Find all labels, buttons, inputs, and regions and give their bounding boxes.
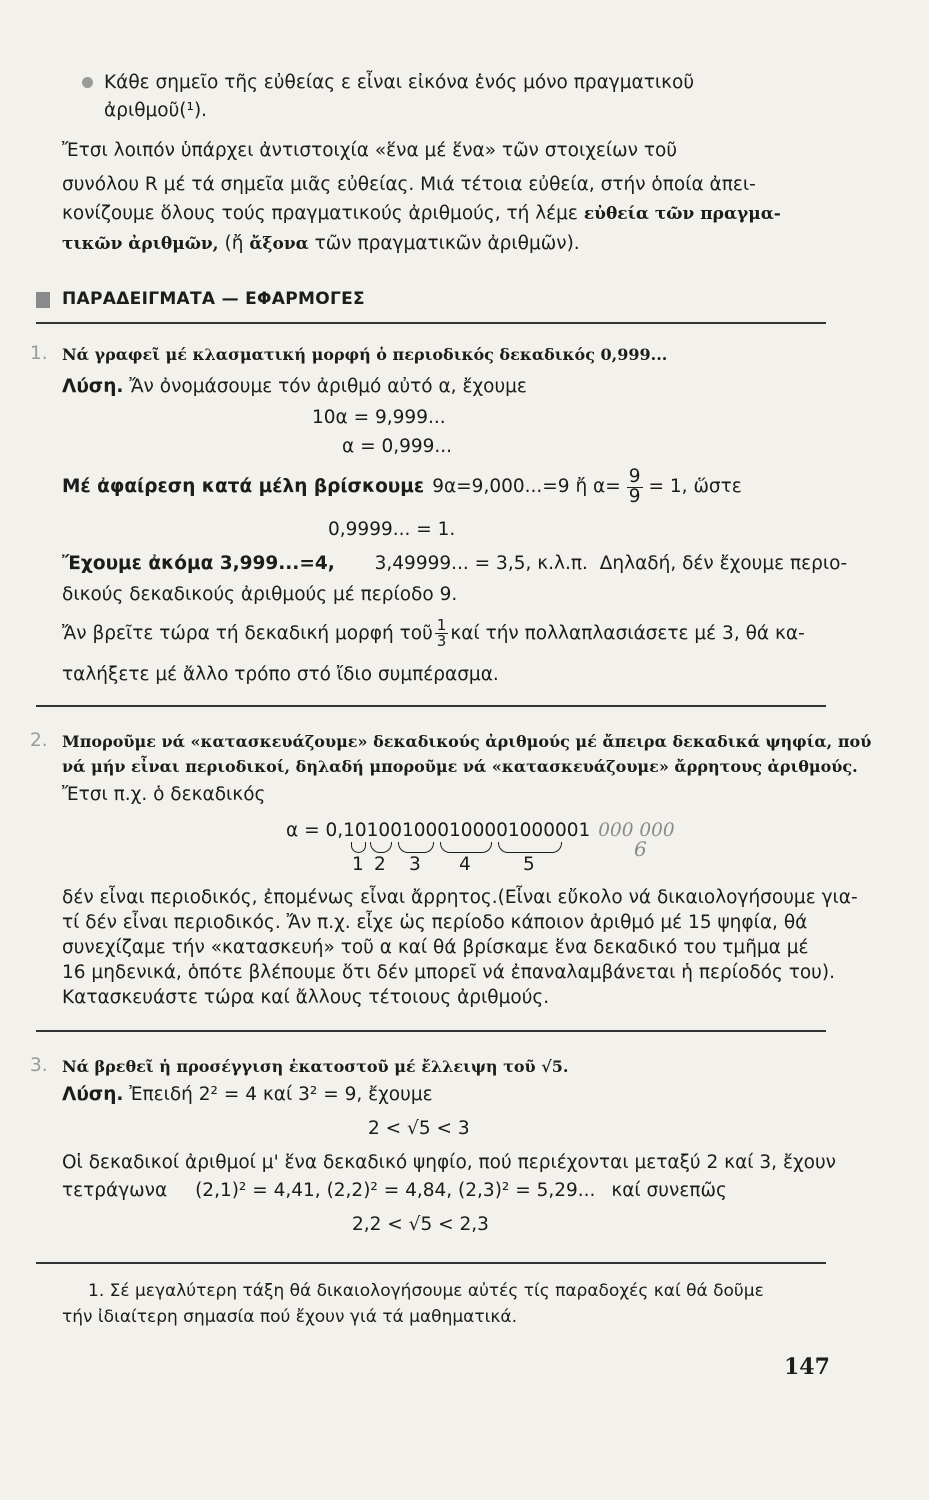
- bullet-line-2: ἀριθμοῦ(¹).: [104, 100, 208, 121]
- brace-label: 1: [352, 854, 364, 875]
- section-square-icon: [36, 292, 50, 308]
- inequality-1: 2 < √5 < 3: [368, 1118, 470, 1139]
- equation-10a: 10α = 9,999...: [312, 407, 446, 428]
- find-line-2: ταλήξετε μέ ἄλλο τρόπο στό ἴδιο συμπέρασμα.: [62, 664, 499, 685]
- example-2-line-5: Κατασκευάστε τώρα καί ἄλλους τέτοιους ἀριθμούς.: [62, 987, 550, 1008]
- brace-label: 5: [523, 854, 535, 875]
- alpha-decimal: α = 0,101001000100001000001: [286, 820, 591, 841]
- intro-term-bold-2: τικῶν ἀριθμῶν,: [62, 234, 219, 254]
- example-3-solution: [62, 1082, 433, 1108]
- find-end: καί τήν πολλαπλασιάσετε μέ 3, θά κα-: [450, 622, 805, 644]
- fraction-numerator: 1: [436, 616, 447, 634]
- example-number: 1.: [30, 343, 48, 364]
- fraction-9-9: [627, 468, 643, 506]
- subtraction-text: 9α=9,000...=9 ἤ α=: [432, 476, 621, 497]
- inequality-2: 2,2 < √5 < 2,3: [352, 1214, 489, 1235]
- example-2-intro: Ἔτσι π.χ. ὁ δεκαδικός: [62, 784, 266, 805]
- example-3-line-1: Οἱ δεκαδικοί ἀριθμοί μ' ἕνα δεκαδικό ψηφίο, πού περιέχονται μεταξύ 2 καί 3, ἔχουν: [62, 1152, 836, 1173]
- intro-axis-bold: ἄξονα: [249, 234, 309, 254]
- bullet-line-1: Κάθε σημεῖο τῆς εὐθείας ε εἶναι εἰκόνα ἑνός μόνο πραγματικοῦ: [104, 72, 695, 93]
- squares-end: καί συνεπῶς: [611, 1180, 727, 1201]
- solution-text: Ἄν ὀνομάσουμε τόν ἀριθμό αὐτό α, ἔχουμε: [129, 376, 527, 397]
- subtraction-end: = 1, ὥστε: [648, 476, 742, 497]
- bullet-icon: [82, 77, 93, 88]
- intro-line-4-text: (ἤ: [224, 233, 244, 254]
- fraction-1-3: [435, 618, 449, 649]
- section-heading: ΠΑΡΑΔΕΙΓΜΑΤΑ — ΕΦΑΡΜΟΓΕΣ: [62, 289, 365, 309]
- also-bold: Ἔχουμε ἀκόμα 3,999...=4,: [62, 553, 335, 574]
- subtraction-bold: Μέ ἀφαίρεση κατά μέλη βρίσκουμε: [62, 476, 425, 497]
- example-2-line-3: συνεχίζαμε τήν «κατασκευή» τοῦ α καί θά βρίσκαμε ἕνα δεκαδικό του τμῆμα μέ: [62, 937, 809, 958]
- example-2-title-2: νά μήν εἶναι περιοδικοί, δηλαδή μποροῦμε νά «κατασκευάζουμε» ἄρρητους ἀριθμούς.: [62, 757, 858, 776]
- intro-term-bold: εὐθεία τῶν πραγμα-: [583, 204, 781, 224]
- example-2-title-1: Μποροῦμε νά «κατασκευάζουμε» δεκαδικούς ἀριθμούς μέ ἄπειρα δεκαδικά ψηφία, πού: [62, 732, 872, 751]
- also-line-2: δικούς δεκαδικούς ἀριθμούς μέ περίοδο 9.: [62, 584, 458, 605]
- squares-values: (2,1)² = 4,41, (2,2)² = 4,84, (2,3)² = 5,29...: [195, 1180, 596, 1201]
- fraction-denominator: 3: [436, 632, 447, 650]
- divider: [36, 1262, 826, 1264]
- intro-line-2: συνόλου R μέ τά σημεῖα μιᾶς εὐθείας. Μιά τέτοια εὐθεία, στήν ὁποία ἀπει-: [62, 174, 756, 195]
- also-end: Δηλαδή, δέν ἔχουμε περιο-: [599, 553, 848, 574]
- fraction-numerator: 9: [628, 466, 641, 487]
- example-1-solution: [62, 374, 527, 400]
- handwritten-zeros: 000 000: [598, 820, 675, 841]
- find-line: [62, 618, 805, 649]
- find-start: Ἄν βρεῖτε τώρα τή δεκαδική μορφή τοῦ: [62, 622, 433, 644]
- example-3-title: Νά βρεθεῖ ἡ προσέγγιση ἑκατοστοῦ μέ ἔλλειψη τοῦ √5.: [62, 1057, 569, 1076]
- example-2-line-4: 16 μηδενικά, ὁπότε βλέπουμε ὅτι δέν μπορεῖ νά ἐπαναλαμβάνεται ἡ περίοδός του).: [62, 962, 835, 983]
- intro-line-3: [62, 201, 781, 227]
- example-2-line-2: τί δέν εἶναι περιοδικός. Ἄν π.χ. εἶχε ὡς περίοδο κάποιον ἀριθμό μέ 15 ψηφία, θά: [62, 912, 808, 933]
- example-3-line-2: [62, 1178, 727, 1204]
- footnote-line-1: 1. Σέ μεγαλύτερη τάξη θά δικαιολογήσουμε αὐτές τίς παραδοχές καί θά δοῦμε: [88, 1281, 764, 1301]
- example-1-title: Νά γραφεῖ μέ κλασματική μορφή ὁ περιοδικός δεκαδικός 0,999...: [62, 345, 668, 364]
- alpha-number: [286, 818, 675, 844]
- intro-line-1: Ἔτσι λοιπόν ὑπάρχει ἀντιστοιχία «ἕνα μέ ἕνα» τῶν στοιχείων τοῦ: [62, 140, 678, 161]
- fraction-denominator: 9: [628, 485, 641, 507]
- brace-label: 4: [459, 854, 471, 875]
- example-number: 3.: [30, 1055, 48, 1076]
- divider: [36, 705, 826, 707]
- solution-label: Λύση.: [62, 1084, 124, 1105]
- also-line: [62, 551, 847, 577]
- squares-label: τετράγωνα: [62, 1180, 168, 1201]
- footnote-line-2: τήν ἰδιαίτερη σημασία πού ἔχουν γιά τά μαθηματικά.: [62, 1307, 517, 1327]
- also-mid: 3,49999... = 3,5, κ.λ.π.: [374, 553, 588, 574]
- example-number: 2.: [30, 730, 48, 751]
- brace-label: 3: [409, 854, 421, 875]
- divider: [36, 1030, 826, 1032]
- subtraction-line: [62, 468, 742, 506]
- solution-text: Ἐπειδή 2² = 4 καί 3² = 9, ἔχουμε: [129, 1084, 433, 1105]
- equation-result: 0,9999... = 1.: [328, 519, 456, 540]
- intro-line-3-text: κονίζουμε ὅλους τούς πραγματικούς ἀριθμούς, τή λέμε: [62, 203, 578, 224]
- brace-label: 2: [374, 854, 386, 875]
- equation-a: α = 0,999...: [342, 436, 453, 457]
- intro-line-4: [62, 231, 580, 257]
- example-2-line-1: δέν εἶναι περιοδικός, ἐπομένως εἶναι ἄρρητος.(Εἶναι εὔκολο νά δικαιολογήσουμε για-: [62, 887, 858, 908]
- intro-line-4-end: τῶν πραγματικῶν ἀριθμῶν).: [314, 233, 580, 254]
- page-number: 147: [784, 1354, 830, 1380]
- divider: [36, 322, 826, 324]
- handwritten-digit: 6: [634, 837, 647, 861]
- solution-label: Λύση.: [62, 376, 124, 397]
